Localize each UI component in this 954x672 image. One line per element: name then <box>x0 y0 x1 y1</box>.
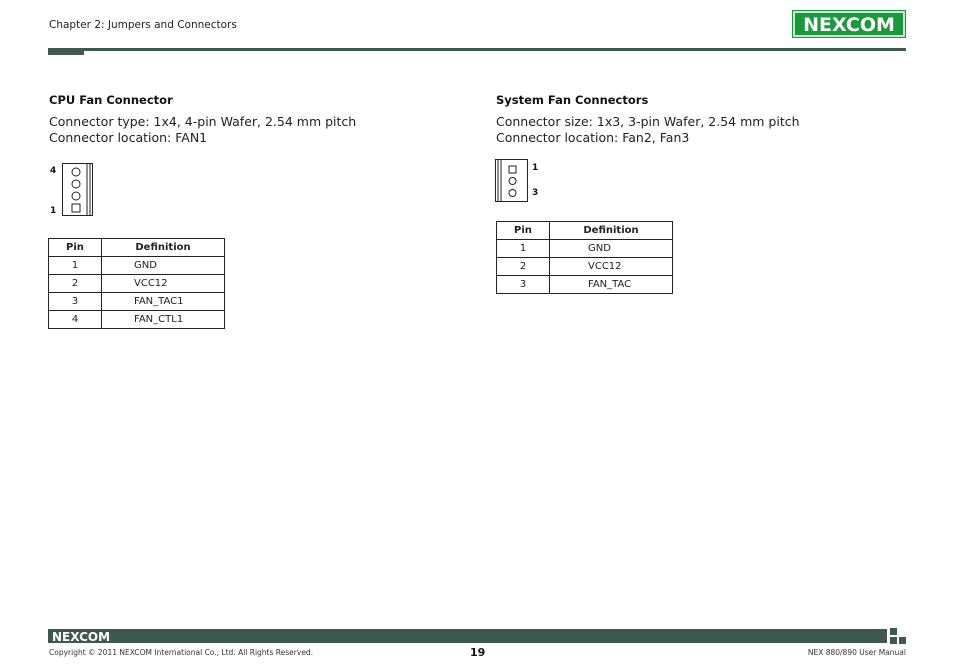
table-row <box>497 276 673 294</box>
header-rule-accent <box>48 48 84 55</box>
header-rule <box>48 48 906 51</box>
pin-number: 2 <box>497 258 550 276</box>
table-row <box>49 311 225 329</box>
cpu-fan-pin-4 <box>72 168 80 176</box>
pin-definition: GND <box>102 257 225 275</box>
cpu-fan-connector-diagram <box>62 163 94 217</box>
footer-bar <box>48 629 887 643</box>
footer-nexcom-logo <box>52 630 110 643</box>
table-row <box>49 293 225 311</box>
pin-number: 1 <box>497 240 550 258</box>
footer-grid-icon <box>890 628 906 644</box>
page-number: 19 <box>470 646 486 659</box>
sys-fan-header-pin: Pin <box>497 222 550 240</box>
sys-fan-size: Connector size: 1x3, 3-pin Wafer, 2.54 mm pitch <box>496 114 800 129</box>
cpu-fan-type: Connector type: 1x4, 4-pin Wafer, 2.54 mm pitch <box>49 114 357 129</box>
cpu-fan-pin-top-label: 4 <box>50 166 57 176</box>
pin-definition: FAN_CTL1 <box>102 311 225 329</box>
pin-number: 4 <box>49 311 102 329</box>
table-row <box>497 240 673 258</box>
pin-definition: VCC12 <box>550 258 673 276</box>
nexcom-logo <box>792 10 906 38</box>
pin-number: 3 <box>497 276 550 294</box>
pin-number: 1 <box>49 257 102 275</box>
sys-fan-location: Connector location: Fan2, Fan3 <box>496 130 690 145</box>
pin-number: 3 <box>49 293 102 311</box>
pin-definition: GND <box>550 240 673 258</box>
sys-fan-title: System Fan Connectors <box>496 93 649 107</box>
sys-fan-pin-bottom-label: 3 <box>532 188 539 198</box>
pin-number: 2 <box>49 275 102 293</box>
cpu-fan-location: Connector location: FAN1 <box>49 130 208 145</box>
sys-fan-pin-table <box>496 221 673 294</box>
cpu-fan-header-definition: Definition <box>102 239 225 257</box>
table-row <box>49 257 225 275</box>
sys-fan-pin-top-label: 1 <box>532 163 539 173</box>
copyright-text: Copyright © 2011 NEXCOM International Co., Ltd. All Rights Reserved. <box>49 648 314 657</box>
chapter-title: Chapter 2: Jumpers and Connectors <box>49 19 237 31</box>
logo-text: NEXCOM <box>803 14 895 36</box>
cpu-fan-pin-2 <box>72 192 80 200</box>
cpu-fan-pin-table <box>48 238 225 329</box>
cpu-fan-title: CPU Fan Connector <box>49 93 173 107</box>
table-row <box>497 258 673 276</box>
footer-logo-text: NEXCOM <box>52 630 110 643</box>
sys-fan-header-definition: Definition <box>550 222 673 240</box>
table-row <box>49 275 225 293</box>
cpu-fan-pin-bottom-label: 1 <box>50 206 57 216</box>
pin-definition: VCC12 <box>102 275 225 293</box>
pin-definition: FAN_TAC <box>550 276 673 294</box>
sys-fan-connector-diagram <box>495 159 529 203</box>
cpu-fan-pin-1 <box>72 204 80 212</box>
cpu-fan-header-pin: Pin <box>49 239 102 257</box>
cpu-fan-pin-3 <box>72 180 80 188</box>
pin-definition: FAN_TAC1 <box>102 293 225 311</box>
sys-fan-pin-2 <box>509 178 516 185</box>
manual-title: NEX 880/890 User Manual <box>807 648 906 657</box>
sys-fan-pin-3 <box>509 190 516 197</box>
sys-fan-pin-1 <box>509 166 516 173</box>
